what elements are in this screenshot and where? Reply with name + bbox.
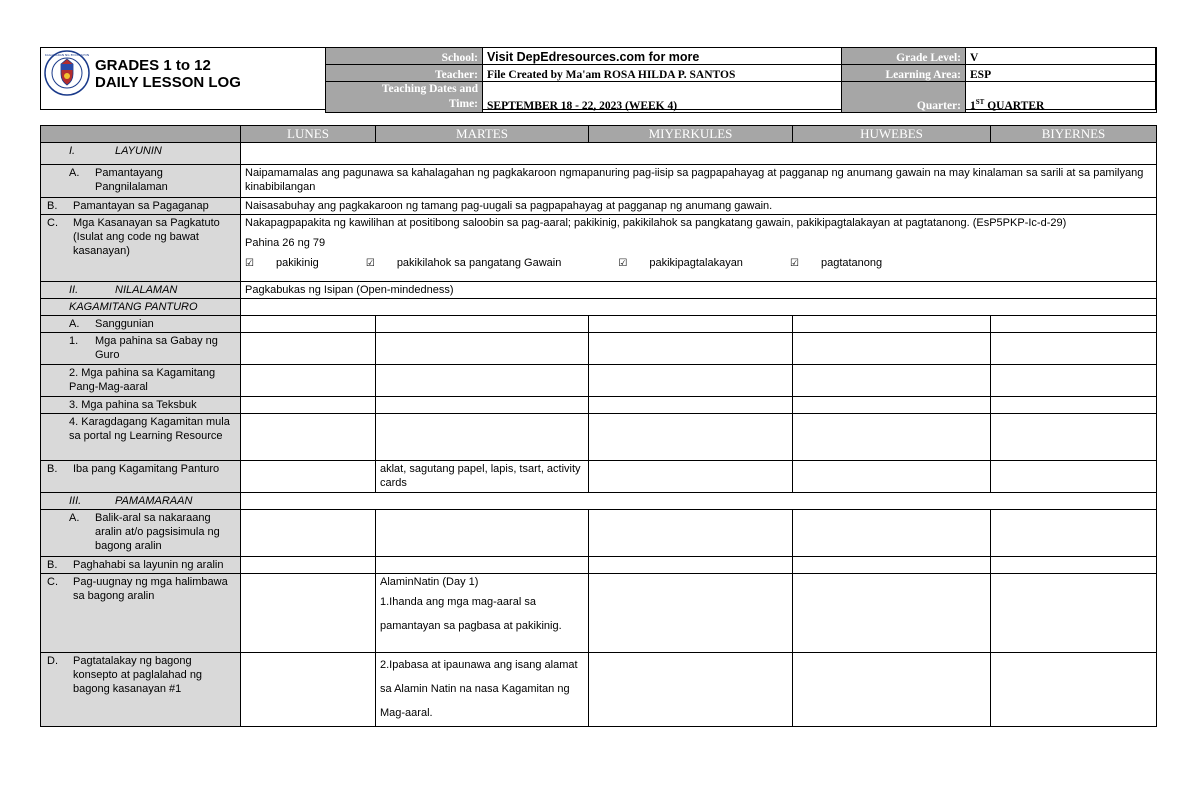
cell-martes [376,397,589,414]
teacher-label: Teacher: [326,65,483,82]
pamamaraan-text: PAMAMARAAN [115,495,193,507]
karagdagang-kagamitan-row [41,414,1157,461]
cell-martes-pagtatalakay: 2.Ipabasa at ipaunawa ang isang alamat sa Alamin Natin na nasa Kagamitan ng Mag-aaral. [376,653,589,727]
kasanayan-page: Pahina 26 ng 79 [245,237,326,249]
cell-lunes [241,414,376,461]
sanggunian-row [41,316,1157,333]
grade-level-label: Grade Level: [842,48,966,65]
pamamaraan-label [41,493,241,510]
karagdagang-kagamitan-label: 4. Karagdagang Kagamitan mula sa portal ng Learning Resource [41,414,241,461]
paghahabi-label [41,557,241,574]
kasanayan-label [41,215,241,282]
row-label-pc: Pag-uugnay ng mga halimbawa sa bagong aralin [73,576,228,602]
pamantayan-sa-pagaganap-value: Naisasabuhay ang pagkakaroon ng tamang pag-uugali sa pagpapahayag at pagganap ng anumang gawain. [241,198,1157,215]
cell-biyernes [991,461,1157,493]
cell-lunes [241,316,376,333]
cell-miyerkules [589,574,793,653]
kasanayan-row [41,215,1157,282]
cell-lunes [241,397,376,414]
cell-lunes [241,557,376,574]
document-title [95,57,241,91]
row-letter-b: B. [47,200,58,212]
cell-huwebes [793,574,991,653]
cell-miyerkules [589,414,793,461]
teksbuk-label: 3. Mga pahina sa Teksbuk [41,397,241,414]
cell-martes [376,557,589,574]
pag-uugnay-label [41,574,241,653]
cell-huwebes [793,414,991,461]
header-corner-cell [41,126,241,143]
layunin-text: LAYUNIN [115,145,162,157]
gabay-guro-label [41,333,241,365]
row-label-c: Mga Kasanayan sa Pagkatuto (Isulat ang code ng bawat kasanayan) [73,217,220,257]
day-header-martes: MARTES [376,126,589,143]
check-item-pakikipagtalakayan [618,256,765,271]
cell-martes-kagamitan: aklat, sagutang papel, lapis, tsart, activity cards [376,461,589,493]
cell-huwebes [793,316,991,333]
pagtatalakay-row [41,653,1157,727]
nilalaman-row [41,282,1157,299]
cell-biyernes [991,316,1157,333]
title-line-1: GRADES 1 to 12 [95,57,211,74]
cell-huwebes [793,461,991,493]
check-item-label: pagtatanong [820,257,883,269]
cell-lunes [241,461,376,493]
lesson-log-table [40,125,1157,727]
row-letter-pb: B. [47,559,58,571]
cell-huwebes [793,557,991,574]
day-header-lunes: LUNES [241,126,376,143]
paghahabi-row [41,557,1157,574]
cell-miyerkules [589,397,793,414]
cell-biyernes [991,557,1157,574]
svg-text:KAGAWARAN NG EDUKASYON: KAGAWARAN NG EDUKASYON [44,53,90,57]
kasanayan-value [241,215,1157,282]
day-header-biyernes: BIYERNES [991,126,1157,143]
pamamaraan-row [41,493,1157,510]
row-label-pa: Balik-aral sa nakaraang aralin at/o pagsisimula ng bagong aralin [95,512,220,552]
nilalaman-number: II. [69,284,79,296]
school-value: Visit DepEdresources.com for more [483,48,842,65]
cell-biyernes [991,510,1157,557]
cell-lunes [241,574,376,653]
layunin-label [41,143,241,165]
grade-level-value: V [966,48,1157,65]
teksbuk-row [41,397,1157,414]
row-letter-c: C. [47,217,58,229]
cell-martes [376,316,589,333]
quarter-number: 1 [970,100,976,112]
kagamitang-mag-aaral-row [41,365,1157,397]
header-info-table [325,47,1157,113]
pamamaraan-number: III. [69,495,82,507]
cell-huwebes [793,365,991,397]
cell-huwebes [793,333,991,365]
cell-huwebes [793,397,991,414]
school-label: School: [326,48,483,65]
teaching-dates-label-line2: Time: [448,98,478,110]
days-header-row [41,126,1157,143]
row-letter-pa: A. [69,512,80,524]
row-label-pb: Paghahabi sa layunin ng aralin [73,559,224,571]
iba-pang-kagamitan-label [41,461,241,493]
cell-miyerkules [589,557,793,574]
checkbox-icon: ☑ [365,258,375,269]
cell-huwebes [793,653,991,727]
pamantayang-pangnilalaman-label [41,165,241,198]
layunin-value [241,143,1157,165]
sanggunian-label [41,316,241,333]
nilalaman-text: NILALAMAN [115,284,178,296]
cell-biyernes [991,574,1157,653]
learning-area-label: Learning Area: [842,65,966,82]
check-item-label: pakikinig [275,257,319,269]
row-label-b: Pamantayan sa Pagaganap [73,200,209,212]
kagamitang-panturo-row [41,299,1157,316]
balik-aral-row [41,510,1157,557]
cell-miyerkules [589,365,793,397]
check-item-label: pakikipagtalakayan [649,257,743,269]
cell-martes [376,365,589,397]
row-letter-sanggunian: A. [69,318,80,330]
cell-biyernes [991,653,1157,727]
kasanayan-checklist [245,256,1152,271]
row-label-sanggunian: Sanggunian [95,318,154,330]
cell-lunes [241,653,376,727]
row-letter-a: A. [69,167,80,179]
row-label-iba: Iba pang Kagamitang Panturo [73,463,220,475]
iba-pang-kagamitan-row [41,461,1157,493]
cell-miyerkules [589,510,793,557]
martes-day1-heading: AlaminNatin (Day 1) [380,576,479,588]
kagamitang-panturo-value [241,299,1157,316]
cell-martes-pag-uugnay [376,574,589,653]
cell-martes [376,333,589,365]
row-letter-pd: D. [47,655,58,667]
cell-martes [376,414,589,461]
pagtatalakay-label [41,653,241,727]
row-letter-iba: B. [47,463,58,475]
cell-miyerkules [589,461,793,493]
cell-miyerkules [589,653,793,727]
cell-huwebes [793,510,991,557]
checkbox-icon: ☑ [790,258,799,269]
kagamitang-panturo-label: KAGAMITANG PANTURO [41,299,241,316]
martes-step1: 1.Ihanda ang mga mag-aaral sa pamantayan sa pagbasa at pakikinig. [380,596,562,632]
layunin-row [41,143,1157,165]
row-letter-pc: C. [47,576,58,588]
cell-biyernes [991,365,1157,397]
pamantayan-sa-pagaganap-row [41,198,1157,215]
quarter-suffix: ST [975,98,985,107]
title-line-2: DAILY LESSON LOG [95,74,241,91]
teaching-dates-label [326,82,483,113]
teaching-dates-value: SEPTEMBER 18 - 22, 2023 (WEEK 4) [483,82,842,113]
pag-uugnay-row [41,574,1157,653]
teacher-value: File Created by Ma'am ROSA HILDA P. SANTOS [483,65,842,82]
quarter-text: QUARTER [984,100,1045,112]
quarter-label: Quarter: [842,82,966,113]
day-header-miyerkules: MIYERKULES [589,126,793,143]
check-item-pagtatanong [790,256,904,271]
cell-miyerkules [589,333,793,365]
cell-lunes [241,510,376,557]
row-number-1: 1. [69,335,79,347]
kagamitang-mag-aaral-label: 2. Mga pahina sa Kagamitang Pang-Mag-aaral [41,365,241,397]
day-header-huwebes: HUWEBES [793,126,991,143]
check-item-pakikilahok [366,256,583,271]
learning-area-value: ESP [966,65,1157,82]
quarter-value [966,82,1157,113]
pamantayang-pangnilalaman-value: Naipamamalas ang pagunawa sa kahalagahan ng pagkakaroon ngmapanuring pag-iisip sa pagpapahayag at pagganap ng anumang gawain na may kinalaman sa sarili at sa pamilyang kinabibilangan [241,165,1157,198]
checkbox-icon: ☑ [618,258,628,269]
checkbox-icon: ☑ [245,258,254,269]
cell-miyerkules [589,316,793,333]
check-item-pakikinig [245,256,341,271]
nilalaman-value: Pagkabukas ng Isipan (Open-mindedness) [241,282,1157,299]
cell-biyernes [991,397,1157,414]
layunin-number: I. [69,145,76,157]
balik-aral-label [41,510,241,557]
teaching-dates-label-line1: Teaching Dates and [381,83,478,95]
row-label-1: Mga pahina sa Gabay ng Guro [95,335,218,361]
cell-martes [376,510,589,557]
cell-lunes [241,365,376,397]
kasanayan-text: Nakapagpapakita ng kawilihan at positibong saloobin sa pag-aaral; pakikinig, pakikilahok sa pangkatang gawain, pakikipagtalakayan at pagtatanong. (EsP5PKP-Ic-d-29) [245,217,1067,229]
cell-lunes [241,333,376,365]
pamantayan-sa-pagaganap-label [41,198,241,215]
deped-seal-logo [44,50,90,96]
gabay-guro-row [41,333,1157,365]
row-label-pd: Pagtatalakay ng bagong konsepto at paglalahad ng bagong kasanayan #1 [73,655,203,695]
cell-biyernes [991,333,1157,365]
cell-biyernes [991,414,1157,461]
pamamaraan-value [241,493,1157,510]
row-label-a: Pamantayang Pangnilalaman [95,167,168,193]
pamantayang-pangnilalaman-row [41,165,1157,198]
nilalaman-label [41,282,241,299]
check-item-label: pakikilahok sa pangatang Gawain [396,257,562,269]
